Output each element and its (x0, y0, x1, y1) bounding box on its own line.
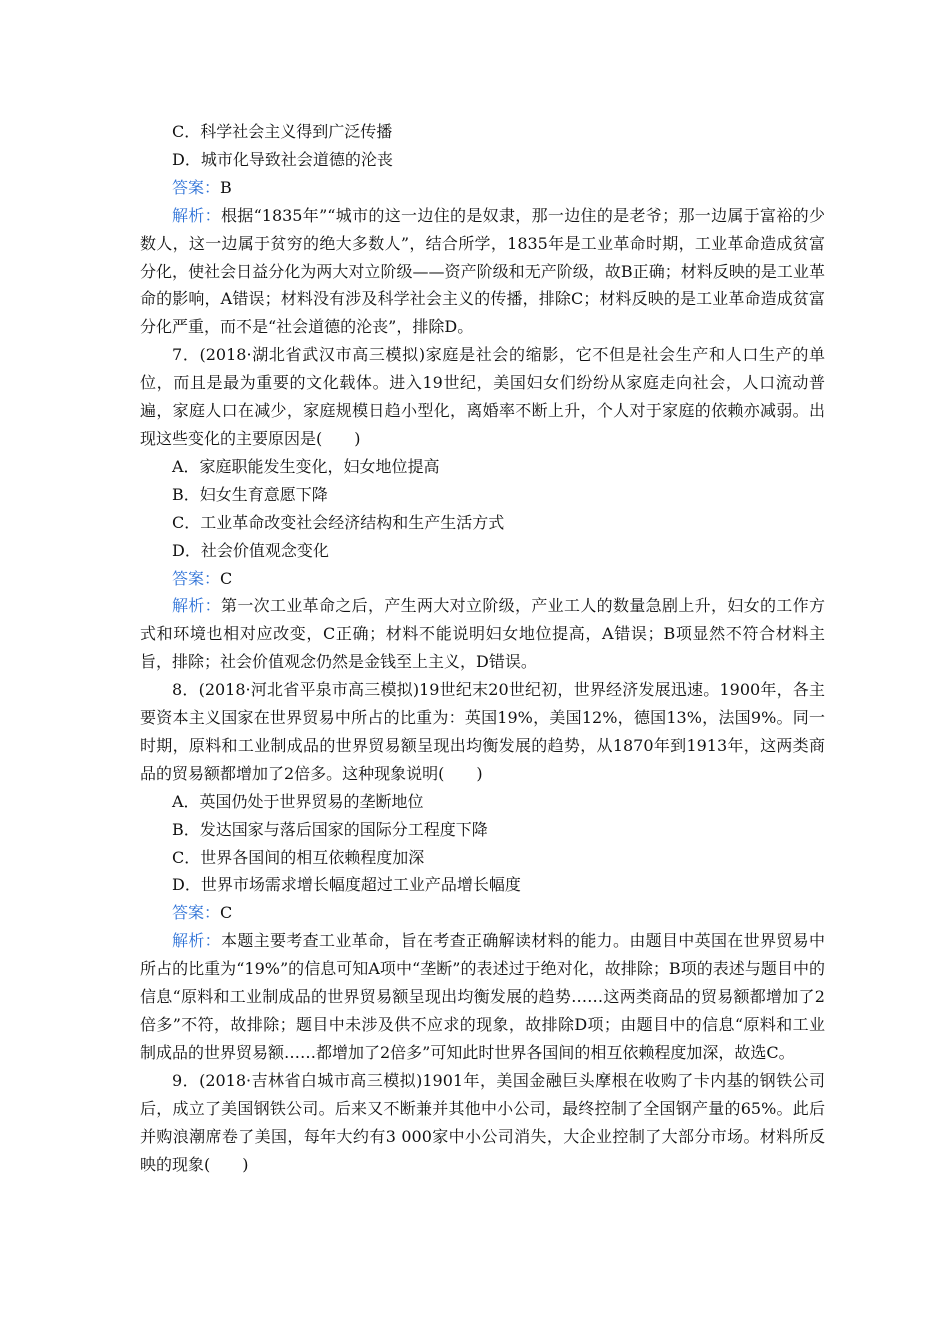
document-page (140, 118, 825, 1178)
answer-label: 答案： (172, 903, 221, 923)
q8-stem: 8．(2018·河北省平泉市高三模拟)19世纪末20世纪初，世界经济发展迅速。1900年，各主要资本主义国家在世界贸易中所占的比重为：英国19%，美国12%，德国13%，法国9%。同一时期，原料和工业制成品的世界贸易额呈现出均衡发展的趋势，从1870年到1913年，这两类商品的贸易额都增加了2倍多。这种现象说明( ) (140, 680, 825, 783)
q6-answer (140, 174, 825, 202)
q9-stem: 9．(2018·吉林省白城市高三模拟)1901年，美国金融巨头摩根在收购了卡内基的钢铁公司后，成立了美国钢铁公司。后来又不断兼并其他中小公司，最终控制了全国钢产量的65%。此后并购浪潮席卷了美国，每年大约有3 000家中小公司消失，大企业控制了大部分市场。材料所反映的现象( ) (140, 1070, 825, 1174)
q8-option-b: B．发达国家与落后国家的国际分工程度下降 (172, 819, 488, 839)
answer-label: 答案： (172, 568, 221, 588)
analysis-label: 解析： (172, 205, 221, 225)
q7-option-a: A．家庭职能发生变化，妇女地位提高 (172, 456, 440, 476)
q7-analysis (140, 592, 825, 676)
q6-answer-value: B (220, 177, 232, 197)
q6-option-d: D．城市化导致社会道德的沦丧 (172, 149, 393, 169)
q7-answer-value: C (220, 568, 233, 588)
q8-option-a: A．英国仍处于世界贸易的垄断地位 (172, 791, 424, 811)
q6-analysis (140, 202, 825, 342)
q8-answer-value: C (220, 903, 233, 923)
q7-option-b: B．妇女生育意愿下降 (172, 484, 328, 504)
q8-analysis-text: 本题主要考查工业革命，旨在考查正确解读材料的能力。由题目中英国在世界贸易中所占的比重为“19%”的信息可知A项中“垄断”的表述过于绝对化，故排除；B项的表述与题目中的信息“原料和工业制成品的世界贸易额呈现出均衡发展的趋势……这两类商品的贸易额都增加了2倍多”不符，故排除；题目中未涉及供不应求的现象，故排除D项；由题目中的信息“原料和工业制成品的世界贸易额……都增加了2倍多”可知此时世界各国间的相互依赖程度加深，故选C。 (140, 931, 825, 1062)
q8-option-c: C．世界各国间的相互依赖程度加深 (172, 847, 425, 867)
q7-analysis-text: 第一次工业革命之后，产生两大对立阶级，产业工人的数量急剧上升，妇女的工作方式和环境也相对应改变，C正确；材料不能说明妇女地位提高，A错误；B项显然不符合材料主旨，排除；社会价值观念仍然是金钱至上主义，D错误。 (140, 596, 825, 672)
q7-answer (140, 565, 825, 593)
q8-analysis (140, 927, 825, 1067)
q7-stem: 7．(2018·湖北省武汉市高三模拟)家庭是社会的缩影，它不但是社会生产和人口生产的单位，而且是最为重要的文化载体。进入19世纪，美国妇女们纷纷从家庭走向社会，人口流动普遍，家庭人口在减少，家庭规模日趋小型化，离婚率不断上升，个人对于家庭的依赖亦减弱。出现这些变化的主要原因是( ) (140, 345, 825, 448)
q6-analysis-text: 根据“1835年”“城市的这一边住的是奴隶，那一边住的是老爷；那一边属于富裕的少数人，这一边属于贫穷的绝大多数人”，结合所学，1835年是工业革命时期，工业革命造成贫富分化，使社会日益分化为两大对立阶级——资产阶级和无产阶级，故B正确；材料反映的是工业革命的影响，A错误；材料没有涉及科学社会主义的传播，排除C；材料反映的是工业革命造成贫富分化严重，而不是“社会道德的沦丧”，排除D。 (140, 205, 825, 337)
analysis-label: 解析： (172, 596, 221, 616)
answer-label: 答案： (172, 177, 221, 197)
q8-option-d: D．世界市场需求增长幅度超过工业产品增长幅度 (172, 875, 521, 895)
q7-option-d: D．社会价值观念变化 (172, 540, 329, 560)
q6-option-c: C．科学社会主义得到广泛传播 (172, 122, 393, 141)
q7-option-c: C．工业革命改变社会经济结构和生产生活方式 (172, 512, 505, 532)
analysis-label: 解析： (172, 931, 221, 951)
q8-answer (140, 899, 825, 927)
